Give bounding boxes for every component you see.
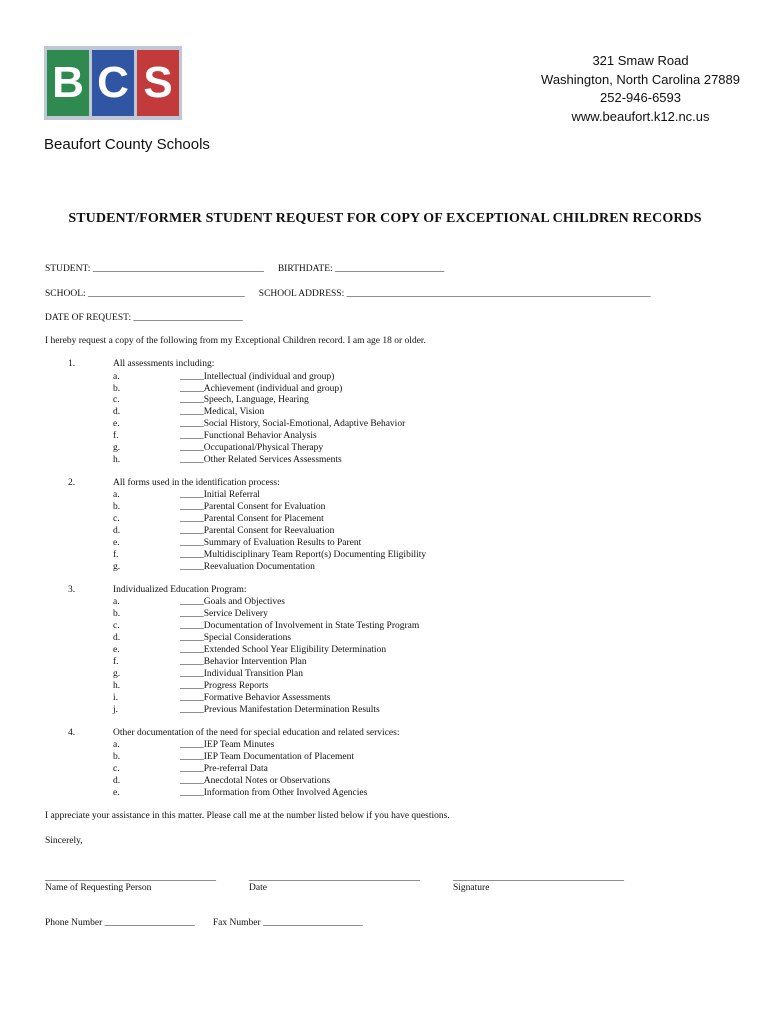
address-website: www.beaufort.k12.nc.us — [571, 108, 710, 124]
birthdate-field[interactable]: BIRTHDATE: _______________________ — [277, 264, 445, 274]
checklist-item[interactable]: _____Formative Behavior Assessments — [180, 693, 331, 703]
item-letter: d. — [113, 526, 121, 536]
item-letter: c. — [113, 621, 120, 631]
item-letter: e. — [113, 538, 120, 548]
bcs-logo — [44, 46, 182, 120]
item-letter: a. — [113, 372, 120, 382]
school-field-row — [45, 289, 651, 299]
item-letter: b. — [113, 502, 121, 512]
section-number: 2. — [68, 478, 76, 488]
checklist-item[interactable]: _____Behavior Intervention Plan — [180, 657, 307, 667]
logo-letter-c: C — [92, 50, 134, 116]
item-letter: h. — [113, 681, 121, 691]
checklist-item[interactable]: _____Other Related Services Assessments — [180, 455, 342, 465]
item-letter: g. — [113, 443, 121, 453]
section-heading: Individualized Education Program: — [113, 585, 247, 595]
checklist-item[interactable]: _____Initial Referral — [180, 490, 260, 500]
item-letter: a. — [113, 740, 120, 750]
closing-text: I appreciate your assistance in this matter. Please call me at the number listed below if you have questions. — [45, 811, 450, 821]
checklist-item[interactable]: _____IEP Team Minutes — [180, 740, 275, 750]
signature-label: Signature — [453, 883, 490, 893]
item-letter: c. — [113, 395, 120, 405]
item-letter: c. — [113, 514, 120, 524]
address-street: 321 Smaw Road — [592, 53, 689, 68]
address-city: Washington, North Carolina 27889 — [541, 71, 740, 87]
checklist-item[interactable]: _____Extended School Year Eligibility Determination — [180, 645, 387, 655]
checklist-item[interactable]: _____Reevaluation Documentation — [180, 562, 315, 572]
page-title: STUDENT/FORMER STUDENT REQUEST FOR COPY OF EXCEPTIONAL CHILDREN RECORDS — [68, 211, 702, 226]
item-letter: h. — [113, 455, 121, 465]
checklist-item[interactable]: _____Previous Manifestation Determination Results — [180, 705, 380, 715]
checklist-item[interactable]: _____Individual Transition Plan — [180, 669, 303, 679]
checklist-item[interactable]: _____Achievement (individual and group) — [180, 384, 343, 394]
item-letter: c. — [113, 764, 120, 774]
checklist-item[interactable]: _____Information from Other Involved Agencies — [180, 788, 368, 798]
school-address-field[interactable]: SCHOOL ADDRESS: ________________________________________________________________ — [258, 289, 651, 299]
address-phone: 252-946-6593 — [600, 90, 681, 105]
checklist-item[interactable]: _____Multidisciplinary Team Report(s) Documenting Eligibility — [180, 550, 427, 560]
checklist-item[interactable]: _____Social History, Social-Emotional, Adaptive Behavior — [180, 419, 406, 429]
checklist-item[interactable]: _____Occupational/Physical Therapy — [180, 443, 324, 453]
item-letter: b. — [113, 609, 121, 619]
checklist-item[interactable]: _____Medical, Vision — [180, 407, 265, 417]
section-number: 3. — [68, 585, 76, 595]
item-letter: f. — [113, 431, 119, 441]
checklist-item[interactable]: _____Intellectual (individual and group) — [180, 372, 335, 382]
item-letter: g. — [113, 562, 121, 572]
intro-text: I hereby request a copy of the following from my Exceptional Children record. I am age 18 or older. — [45, 336, 426, 346]
address-block — [541, 52, 740, 126]
student-field[interactable]: STUDENT: ____________________________________ — [45, 264, 264, 274]
checklist-item[interactable]: _____Parental Consent for Evaluation — [180, 502, 326, 512]
item-letter: a. — [113, 597, 120, 607]
name-label: Name of Requesting Person — [45, 883, 152, 893]
section-heading: Other documentation of the need for special education and related services: — [113, 728, 400, 738]
date-signature-line[interactable]: ____________________________________ — [249, 873, 420, 883]
item-letter: d. — [113, 407, 121, 417]
checklist-item[interactable]: _____Speech, Language, Hearing — [180, 395, 309, 405]
item-letter: i. — [113, 693, 119, 703]
checklist-item[interactable]: _____Functional Behavior Analysis — [180, 431, 317, 441]
fax-number-field[interactable]: Fax Number _____________________ — [212, 918, 363, 928]
section-number: 1. — [68, 359, 76, 369]
checklist-item[interactable]: _____IEP Team Documentation of Placement — [180, 752, 354, 762]
checklist-item[interactable]: _____Parental Consent for Placement — [180, 514, 324, 524]
checklist-item[interactable]: _____Anecdotal Notes or Observations — [180, 776, 331, 786]
item-letter: d. — [113, 776, 121, 786]
student-field-row — [45, 264, 444, 274]
item-letter: e. — [113, 419, 120, 429]
item-letter: g. — [113, 669, 121, 679]
item-letter: a. — [113, 490, 120, 500]
checklist-item[interactable]: _____Goals and Objectives — [180, 597, 286, 607]
item-letter: f. — [113, 550, 119, 560]
logo-letter-b: B — [47, 50, 89, 116]
item-letter: e. — [113, 788, 120, 798]
sincerely-text: Sincerely, — [45, 836, 83, 846]
checklist-item[interactable]: _____Service Delivery — [180, 609, 268, 619]
item-letter: e. — [113, 645, 120, 655]
date-of-request-field[interactable]: DATE OF REQUEST: _______________________ — [45, 313, 243, 323]
checklist-item[interactable]: _____Pre-referral Data — [180, 764, 268, 774]
item-letter: f. — [113, 657, 119, 667]
name-signature-line[interactable]: ____________________________________ — [45, 873, 216, 883]
signature-line[interactable]: ____________________________________ — [453, 873, 624, 883]
date-label: Date — [249, 883, 267, 893]
item-letter: b. — [113, 752, 121, 762]
logo-letter-s: S — [137, 50, 179, 116]
phone-number-field[interactable]: Phone Number ___________________ — [45, 918, 195, 928]
school-field[interactable]: SCHOOL: _________________________________ — [45, 289, 245, 299]
item-letter: j. — [113, 705, 119, 715]
section-heading: All forms used in the identification process: — [113, 478, 280, 488]
section-number: 4. — [68, 728, 76, 738]
section-heading: All assessments including: — [113, 359, 215, 369]
checklist-item[interactable]: _____Special Considerations — [180, 633, 292, 643]
item-letter: d. — [113, 633, 121, 643]
checklist-item[interactable]: _____Summary of Evaluation Results to Parent — [180, 538, 362, 548]
checklist-item[interactable]: _____Documentation of Involvement in State Testing Program — [180, 621, 420, 631]
contact-row — [45, 918, 363, 928]
item-letter: b. — [113, 384, 121, 394]
org-name: Beaufort County Schools — [44, 136, 210, 153]
checklist-item[interactable]: _____Parental Consent for Reevaluation — [180, 526, 335, 536]
checklist-item[interactable]: _____Progress Reports — [180, 681, 269, 691]
